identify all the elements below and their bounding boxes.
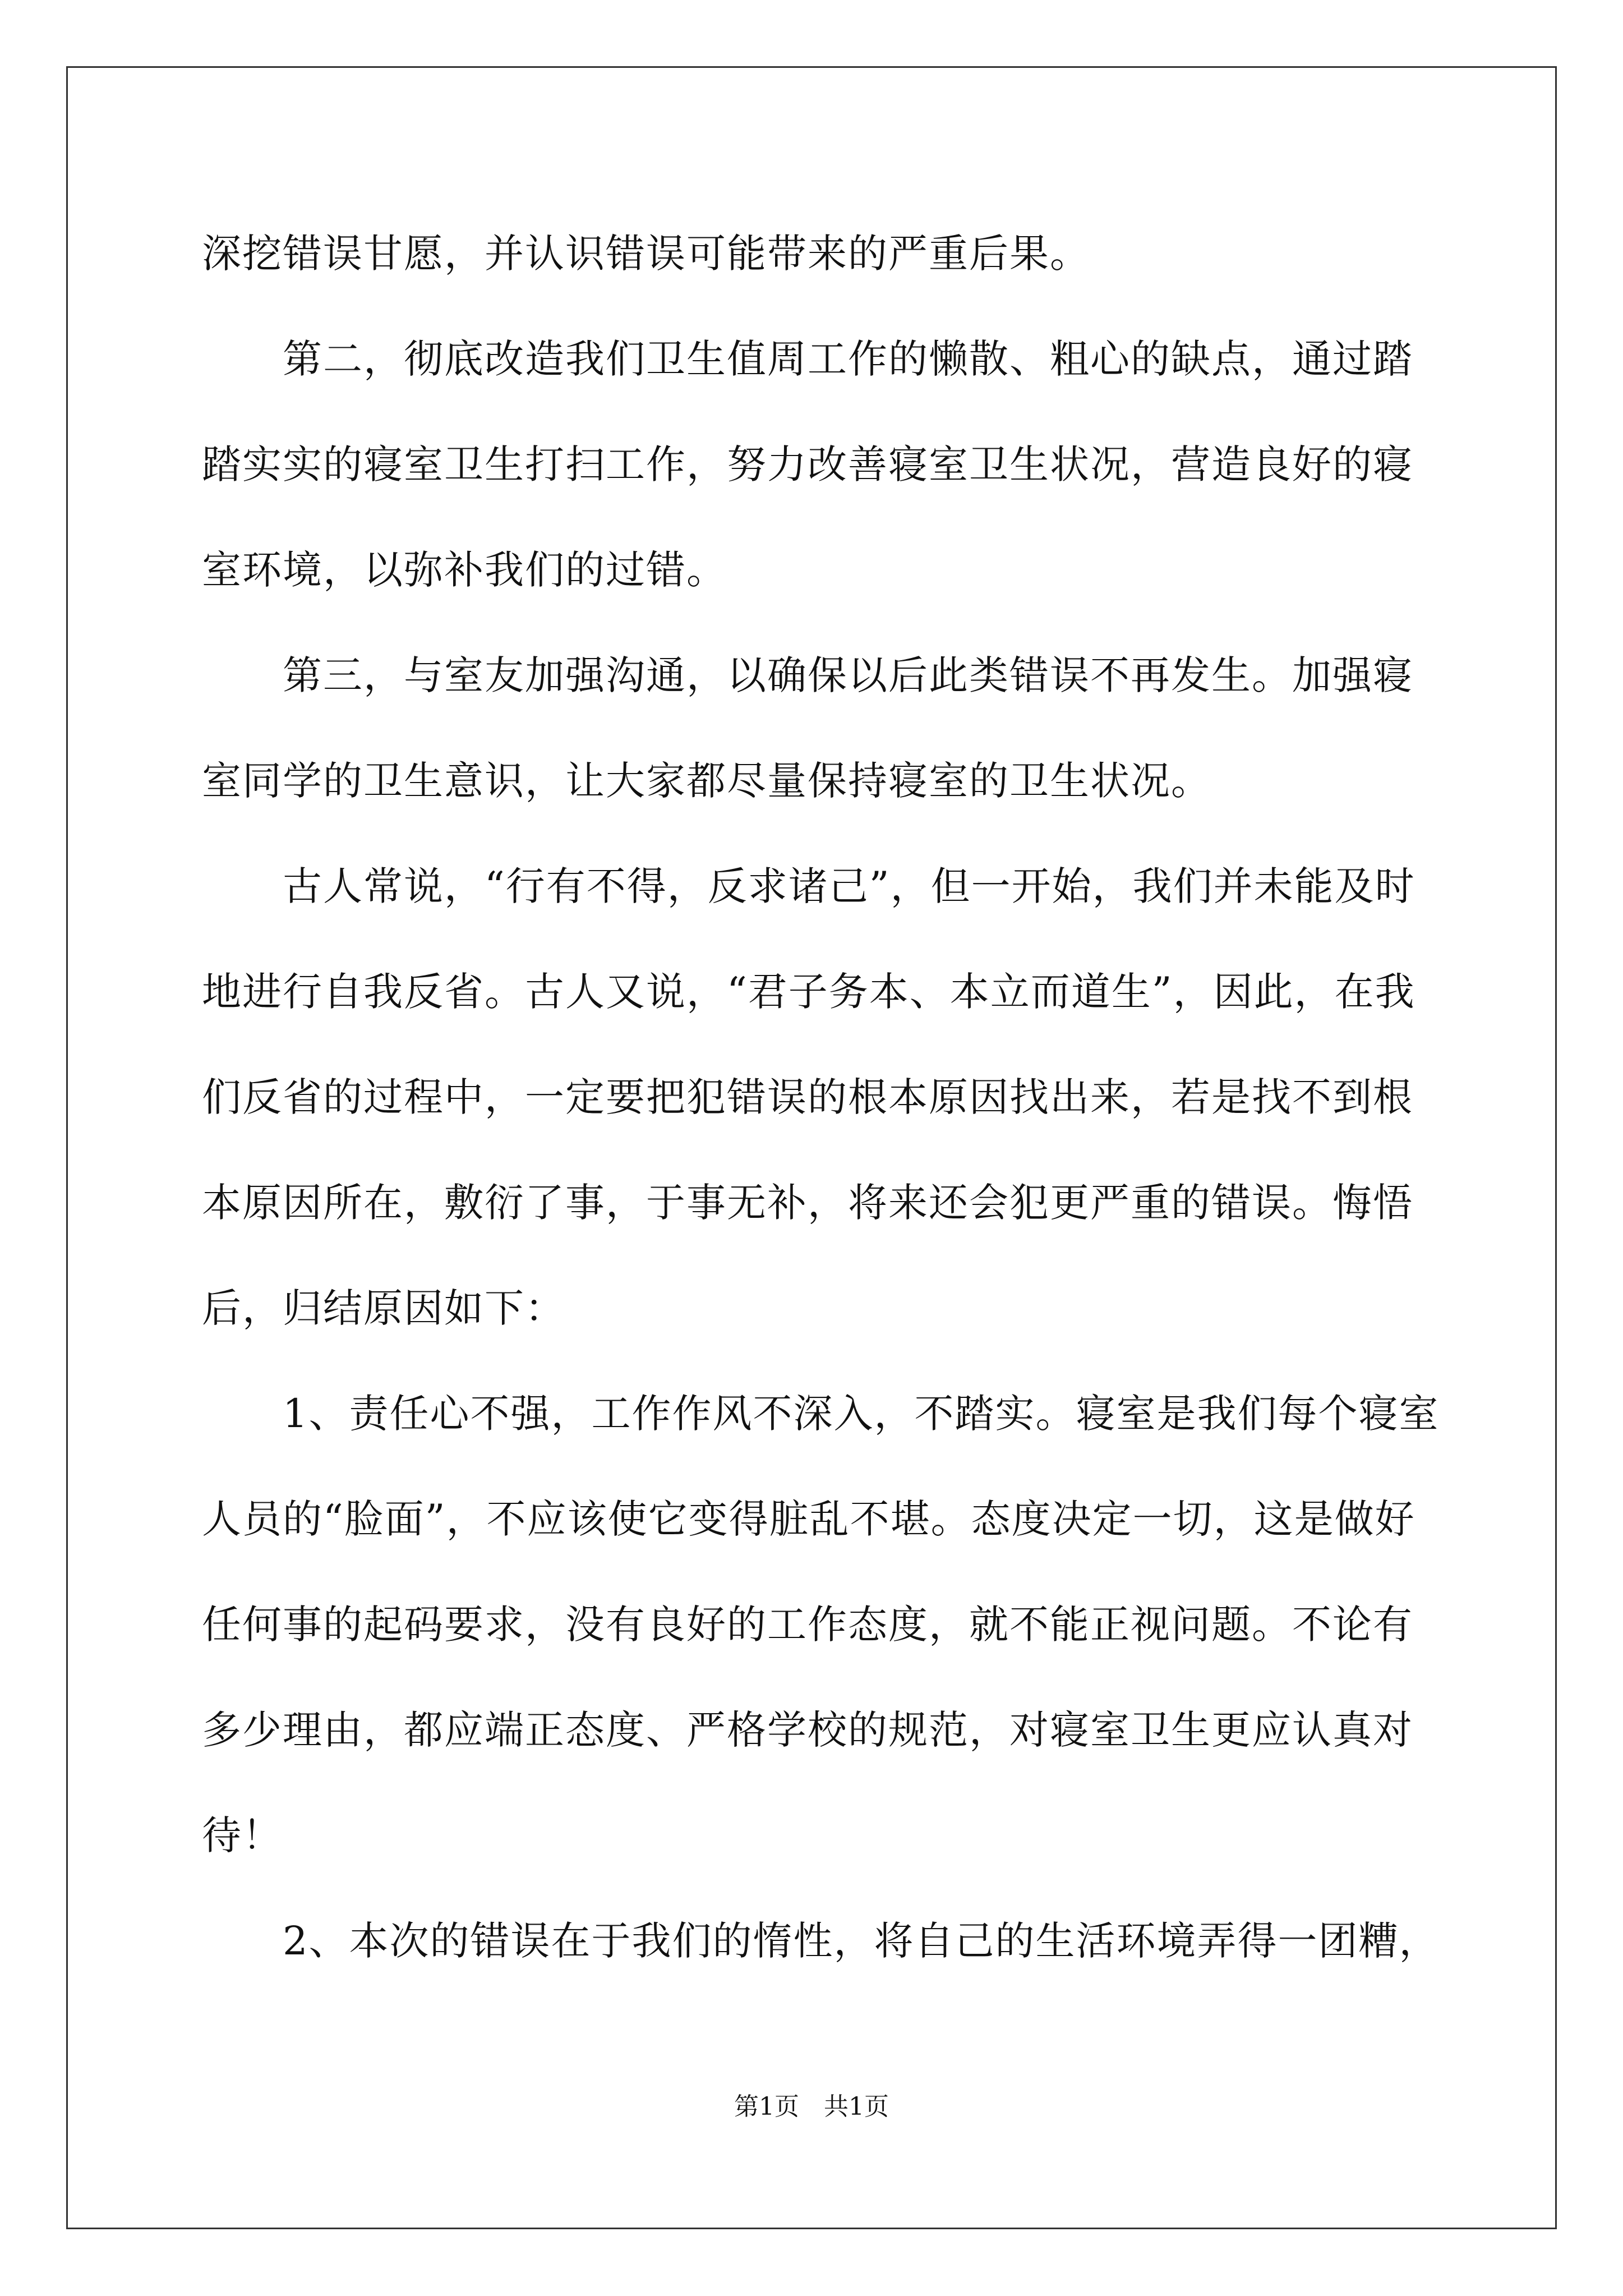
text-line: 室同学的卫生意识，让大家都尽量保持寝室的卫生状况。: [202, 758, 1211, 804]
text-line: 本原因所在，敷衍了事，于事无补，将来还会犯更严重的错误。悔悟: [202, 1180, 1413, 1226]
page-footer: 第1页 共1页: [734, 2092, 889, 2121]
text-line: 2、本次的错误在于我们的惰性，将自己的生活环境弄得一团糟，: [202, 1918, 1440, 1964]
text-line: 古人常说，“行有不得，反求诸己”，但一开始，我们并未能及时: [202, 863, 1415, 909]
text-line: 地进行自我反省。古人又说，“君子务本、本立而道生”，因此，在我: [202, 969, 1415, 1015]
text-line: 们反省的过程中，一定要把犯错误的根本原因找出来，若是找不到根: [202, 1074, 1413, 1120]
text-line: 任何事的起码要求，没有良好的工作态度，就不能正视问题。不论有: [202, 1602, 1413, 1648]
text-line: 室环境，以弥补我们的过错。: [202, 547, 727, 593]
text-line: 踏实实的寝室卫生打扫工作，努力改善寝室卫生状况，营造良好的寝: [202, 441, 1413, 487]
page-frame: [66, 66, 1557, 2229]
text-line: 第二，彻底改造我们卫生值周工作的懒散、粗心的缺点，通过踏: [202, 336, 1413, 382]
text-line: 多少理由，都应端正态度、严格学校的规范，对寝室卫生更应认真对: [202, 1707, 1413, 1753]
text-line: 1、责任心不强，工作作风不深入，不踏实。寝室是我们每个寝室: [202, 1391, 1440, 1437]
text-line: 第三，与室友加强沟通，以确保以后此类错误不再发生。加强寝: [202, 652, 1413, 698]
text-line: 人员的“脸面”，不应该使它变得脏乱不堪。态度决定一切，这是做好: [202, 1496, 1415, 1542]
text-line: 深挖错误甘愿，并认识错误可能带来的严重后果。: [202, 231, 1090, 277]
text-line: 待！: [202, 1812, 283, 1858]
text-line: 后，归结原因如下：: [202, 1285, 565, 1331]
